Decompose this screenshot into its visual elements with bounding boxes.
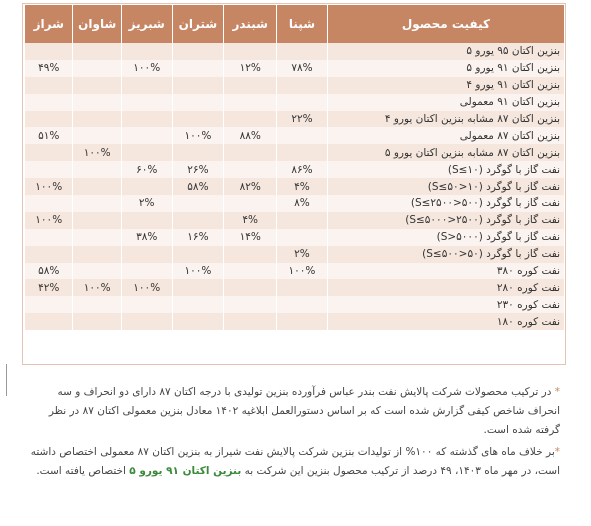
value-cell — [224, 246, 277, 263]
value-cell — [73, 161, 121, 178]
value-cell: ۲% — [277, 246, 328, 263]
value-cell — [121, 77, 172, 94]
value-cell — [73, 60, 121, 77]
table-row — [25, 60, 565, 77]
table-row — [25, 263, 565, 280]
value-cell — [25, 313, 73, 330]
value-cell — [172, 195, 224, 212]
product-name-cell: بنزین اکتان ۸۷ مشابه بنزین اکتان یورو ۵ — [327, 144, 564, 161]
value-cell: ۲% — [121, 195, 172, 212]
value-cell — [277, 127, 328, 144]
value-cell — [25, 246, 73, 263]
value-cell — [224, 43, 277, 60]
table-row — [25, 212, 565, 229]
value-cell: ۱۰۰% — [73, 279, 121, 296]
value-cell: ۴۲% — [25, 279, 73, 296]
value-cell — [73, 263, 121, 280]
value-cell — [172, 212, 224, 229]
value-cell — [121, 313, 172, 330]
value-cell: ۴% — [277, 178, 328, 195]
value-cell — [224, 161, 277, 178]
product-name-cell: نفت کوره ۳۸۰ — [327, 263, 564, 280]
value-cell — [73, 313, 121, 330]
value-cell: ۵۸% — [172, 178, 224, 195]
value-cell — [277, 43, 328, 60]
table-row — [25, 43, 565, 60]
value-cell: ۱۰۰% — [25, 178, 73, 195]
value-cell: ۱۰۰% — [121, 279, 172, 296]
value-cell: ۴% — [224, 212, 277, 229]
value-cell: ۱۰۰% — [277, 263, 328, 280]
value-cell — [25, 77, 73, 94]
value-cell — [73, 43, 121, 60]
product-name-cell: نفت گاز با گوگرد (S≤۱۰) — [327, 161, 564, 178]
footnote-2-highlight: بنزین اکتان ۹۱ یورو ۵ — [129, 465, 242, 477]
product-name-cell: بنزین اکتان ۹۱ معمولی — [327, 94, 564, 111]
value-cell: ۱۰۰% — [25, 212, 73, 229]
value-cell — [121, 178, 172, 195]
value-cell: ۱۴% — [224, 229, 277, 246]
product-name-cell: نفت گاز با گوگرد (۱۰<S≤۵۰) — [327, 178, 564, 195]
value-cell — [25, 43, 73, 60]
value-cell — [121, 94, 172, 111]
value-cell — [25, 161, 73, 178]
value-cell — [224, 279, 277, 296]
table-row — [25, 144, 565, 161]
value-cell — [277, 229, 328, 246]
value-cell — [172, 279, 224, 296]
value-cell — [172, 111, 224, 128]
value-cell — [73, 195, 121, 212]
footnote-1-text: در ترکیب محصولات شرکت پالایش نفت بندر عباس فرآورده بنزین تولیدی با درجه اکتان ۸۷ دارای دو انحراف و سه انحراف شاخص کیفی گزارش شده است که بر اساس دستورالعمل ابلاغیه ۱۴۰۲ معادل بنزین معمولی اکتان ۸۷ در نظر گرفته شده است. — [48, 386, 560, 436]
footnote-2-text-b: اختصاص یافته است. — [36, 465, 126, 477]
product-name-cell: نفت گاز با گوگرد (۲۵۰۰<S≤۵۰۰۰) — [327, 212, 564, 229]
value-cell: ۷۸% — [277, 60, 328, 77]
value-cell — [73, 127, 121, 144]
value-cell — [224, 263, 277, 280]
header-shavan: شاوان — [73, 5, 121, 43]
value-cell: ۸% — [277, 195, 328, 212]
table-row — [25, 279, 565, 296]
header-shetran: شتران — [172, 5, 224, 43]
value-cell — [277, 144, 328, 161]
product-name-cell: بنزین اکتان ۸۷ مشابه بنزین اکتان یورو ۴ — [327, 111, 564, 128]
product-name-cell: بنزین اکتان ۹۱ یورو ۵ — [327, 60, 564, 77]
table-row — [25, 111, 565, 128]
value-cell — [73, 212, 121, 229]
footnote-star: * — [554, 386, 560, 398]
table-row — [25, 77, 565, 94]
table-row — [25, 195, 565, 212]
value-cell: ۱۶% — [172, 229, 224, 246]
value-cell: ۵۸% — [25, 263, 73, 280]
value-cell — [172, 77, 224, 94]
footnote-star: * — [554, 446, 560, 458]
product-name-cell: نفت گاز با گوگرد (S>۵۰۰۰) — [327, 229, 564, 246]
value-cell: ۴۹% — [25, 60, 73, 77]
value-cell — [73, 94, 121, 111]
value-cell — [172, 296, 224, 313]
value-cell: ۱۰۰% — [121, 60, 172, 77]
value-cell — [121, 246, 172, 263]
value-cell — [121, 43, 172, 60]
value-cell — [224, 296, 277, 313]
value-cell — [277, 296, 328, 313]
table-row — [25, 296, 565, 313]
product-name-cell: نفت کوره ۲۳۰ — [327, 296, 564, 313]
footnote-2 — [28, 443, 560, 481]
value-cell — [25, 296, 73, 313]
value-cell — [25, 144, 73, 161]
value-cell — [25, 195, 73, 212]
value-cell — [224, 313, 277, 330]
value-cell — [224, 144, 277, 161]
value-cell — [73, 296, 121, 313]
value-cell — [121, 111, 172, 128]
table-row — [25, 178, 565, 195]
page-edge-line — [0, 364, 7, 396]
value-cell — [277, 77, 328, 94]
value-cell — [172, 94, 224, 111]
header-product-quality: کیفیت محصول — [327, 5, 564, 43]
value-cell — [224, 195, 277, 212]
product-name-cell: بنزین اکتان ۹۵ یورو ۵ — [327, 43, 564, 60]
value-cell — [277, 94, 328, 111]
value-cell: ۱۰۰% — [172, 127, 224, 144]
value-cell — [121, 212, 172, 229]
value-cell — [121, 144, 172, 161]
value-cell — [172, 43, 224, 60]
header-shebandar: شبندر — [224, 5, 277, 43]
value-cell — [277, 279, 328, 296]
value-cell — [172, 246, 224, 263]
value-cell: ۲۲% — [277, 111, 328, 128]
value-cell: ۸۶% — [277, 161, 328, 178]
product-quality-table — [24, 5, 564, 330]
header-shepna: شپنا — [277, 5, 328, 43]
table-row — [25, 229, 565, 246]
table-header-row — [25, 5, 565, 43]
value-cell — [172, 60, 224, 77]
table-row — [25, 246, 565, 263]
value-cell: ۲۶% — [172, 161, 224, 178]
value-cell: ۳۸% — [121, 229, 172, 246]
product-name-cell: بنزین اکتان ۸۷ معمولی — [327, 127, 564, 144]
footnotes — [28, 383, 560, 484]
table-body — [25, 43, 565, 330]
value-cell — [73, 246, 121, 263]
value-cell — [224, 77, 277, 94]
value-cell — [73, 178, 121, 195]
value-cell — [121, 263, 172, 280]
value-cell: ۸۲% — [224, 178, 277, 195]
value-cell: ۸۸% — [224, 127, 277, 144]
header-shiraz: شراز — [25, 5, 73, 43]
footnote-2-text-a: بر خلاف ماه های گذشته که ۱۰۰% از تولیدات بنزین شرکت پالایش نفت شیراز به بنزین اکتان ۸۷ معمولی اختصاص داشته است، در مهر ماه ۱۴۰۳، ۴۹ درصد از ترکیب محصول بنزین این شرکت به — [30, 446, 560, 477]
table-row — [25, 313, 565, 330]
footnote-1 — [28, 383, 560, 440]
table-row — [25, 161, 565, 178]
header-shebriz: شبریز — [121, 5, 172, 43]
value-cell — [224, 94, 277, 111]
value-cell: ۱۲% — [224, 60, 277, 77]
table-row — [25, 94, 565, 111]
value-cell: ۱۰۰% — [73, 144, 121, 161]
table-row — [25, 127, 565, 144]
value-cell — [224, 111, 277, 128]
value-cell — [25, 229, 73, 246]
value-cell — [73, 77, 121, 94]
value-cell: ۶۰% — [121, 161, 172, 178]
value-cell — [73, 229, 121, 246]
product-name-cell: نفت گاز با گوگرد (۵۰۰<S≤۲۵۰۰) — [327, 195, 564, 212]
product-name-cell: نفت گاز با گوگرد (۵۰<S≤۵۰۰) — [327, 246, 564, 263]
value-cell: ۵۱% — [25, 127, 73, 144]
product-name-cell: نفت کوره ۲۸۰ — [327, 279, 564, 296]
value-cell — [277, 313, 328, 330]
value-cell — [25, 111, 73, 128]
product-name-cell: نفت کوره ۱۸۰ — [327, 313, 564, 330]
value-cell — [172, 144, 224, 161]
value-cell — [73, 111, 121, 128]
value-cell — [121, 296, 172, 313]
value-cell — [25, 94, 73, 111]
value-cell — [277, 212, 328, 229]
value-cell — [172, 313, 224, 330]
value-cell: ۱۰۰% — [172, 263, 224, 280]
value-cell — [121, 127, 172, 144]
product-name-cell: بنزین اکتان ۹۱ یورو ۴ — [327, 77, 564, 94]
